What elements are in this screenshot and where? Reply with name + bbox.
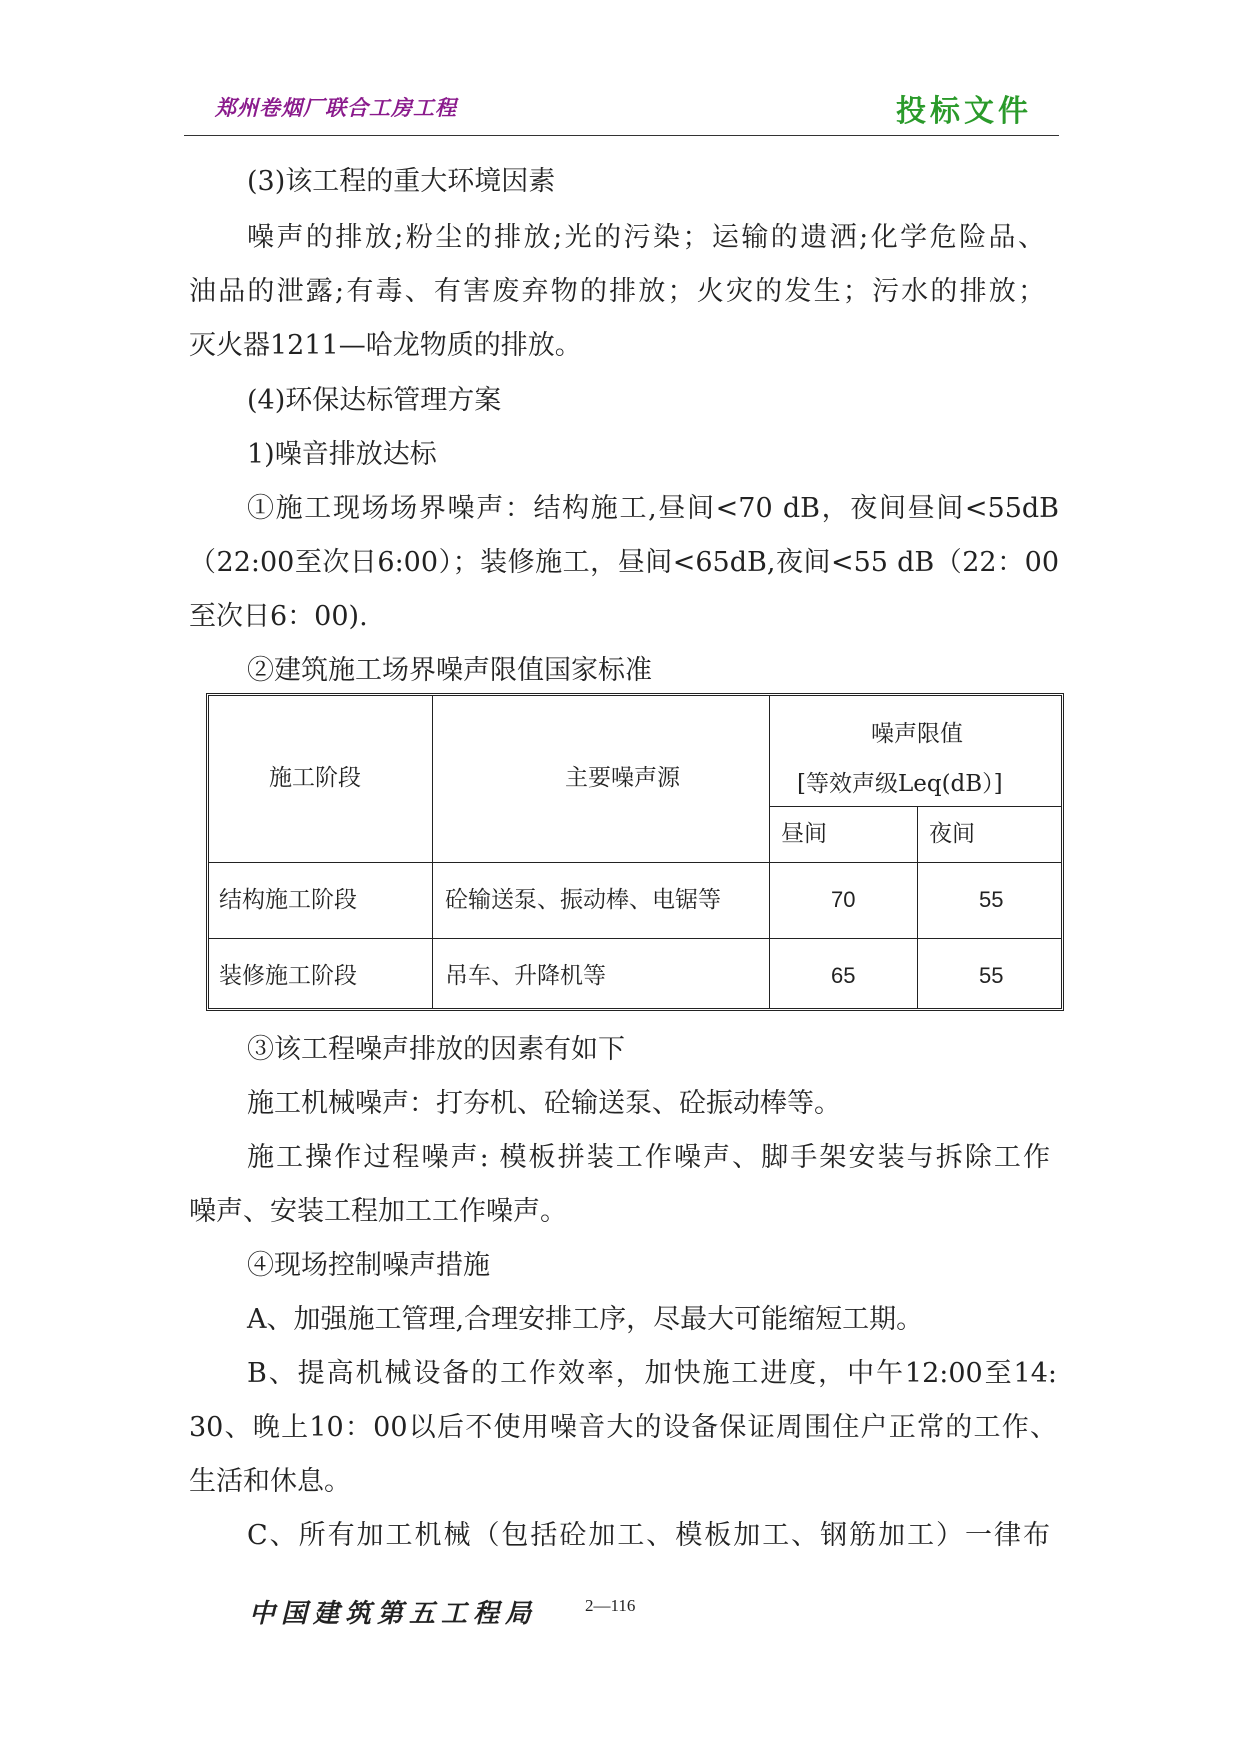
table-header-source: 主要噪声源	[565, 765, 680, 791]
table-row-1-day: 70	[831, 887, 856, 912]
table-row-2-night: 55	[979, 963, 1004, 988]
subheading-noise-standard: 1)噪音排放达标	[247, 439, 437, 470]
paragraph-factors-line-3: 灭火器1211—哈龙物质的排放。	[189, 330, 582, 361]
paragraph-noise-limits-line-2: （22:00至次日6:00）；装修施工，昼间<65dB,夜间<55 dB（22：00	[189, 547, 1059, 578]
document-type-title: 投标文件	[896, 94, 1032, 129]
paragraph-noise-factors-heading: ③该工程噪声排放的因素有如下	[247, 1034, 625, 1065]
paragraph-operation-noise-line-2: 噪声、安装工程加工工作噪声。	[189, 1196, 567, 1227]
table-vline-2	[769, 696, 770, 1008]
measure-b-line-1: B、提高机械设备的工作效率，加快施工进度，中午12:00至14:	[247, 1358, 1057, 1389]
paragraph-factors-line-1: 噪声的排放;粉尘的排放;光的污染；运输的遗洒;化学危险品、	[247, 222, 1045, 253]
paragraph-machine-noise: 施工机械噪声：打夯机、砼输送泵、砼振动棒等。	[247, 1088, 841, 1119]
section-heading-environment-factors: (3)该工程的重大环境因素	[247, 166, 556, 197]
page-number: 2—116	[585, 1596, 636, 1615]
table-row-1-source: 砼输送泵、振动棒、电锯等	[445, 887, 721, 913]
table-hline-header	[209, 862, 1061, 863]
table-vline-1	[432, 696, 433, 1008]
table-hline-row1	[209, 938, 1061, 939]
table-caption: ②建筑施工场界噪声限值国家标准	[247, 655, 652, 686]
paragraph-factors-line-2: 油品的泄露;有毒、有害废弃物的排放；火灾的发生；污水的排放；	[189, 276, 1045, 307]
table-header-night: 夜间	[929, 821, 975, 847]
table-row-2-source: 吊车、升降机等	[445, 963, 606, 989]
measure-a: A、加强施工管理,合理安排工序，尽最大可能缩短工期。	[247, 1304, 924, 1335]
table-header-stage: 施工阶段	[269, 765, 361, 791]
table-hline-limit	[769, 806, 1061, 807]
table-header-limit: 噪声限值	[871, 721, 963, 747]
section-heading-control-measures: ④现场控制噪声措施	[247, 1250, 490, 1281]
section-heading-management-plan: (4)环保达标管理方案	[247, 385, 502, 416]
table-header-day: 昼间	[781, 821, 827, 847]
header-divider	[184, 135, 1059, 136]
table-row-2-stage: 装修施工阶段	[219, 963, 357, 989]
paragraph-noise-limits-line-1: ①施工现场场界噪声：结构施工,昼间<70 dB，夜间昼间<55dB	[247, 493, 1059, 524]
measure-c-line-1: C、所有加工机械（包括砼加工、模板加工、钢筋加工）一律布	[247, 1520, 1050, 1551]
table-row-1-stage: 结构施工阶段	[219, 887, 357, 913]
table-header-limit-unit: [等效声级Leq(dB）]	[797, 771, 1003, 797]
table-row-2-day: 65	[831, 963, 856, 988]
measure-b-line-3: 生活和休息。	[189, 1466, 351, 1497]
paragraph-operation-noise-line-1: 施工操作过程噪声: 模板拼装工作噪声、脚手架安装与拆除工作	[247, 1142, 1050, 1173]
paragraph-noise-limits-line-3: 至次日6：00).	[189, 601, 368, 632]
noise-limit-table	[206, 693, 1064, 1011]
footer-company: 中国建筑第五工程局	[249, 1599, 538, 1629]
table-row-1-night: 55	[979, 887, 1004, 912]
project-title: 郑州卷烟厂联合工房工程	[215, 95, 457, 120]
measure-b-line-2: 30、晚上10：00以后不使用噪音大的设备保证周围住户正常的工作、	[189, 1412, 1057, 1443]
table-vline-3	[917, 806, 918, 1008]
